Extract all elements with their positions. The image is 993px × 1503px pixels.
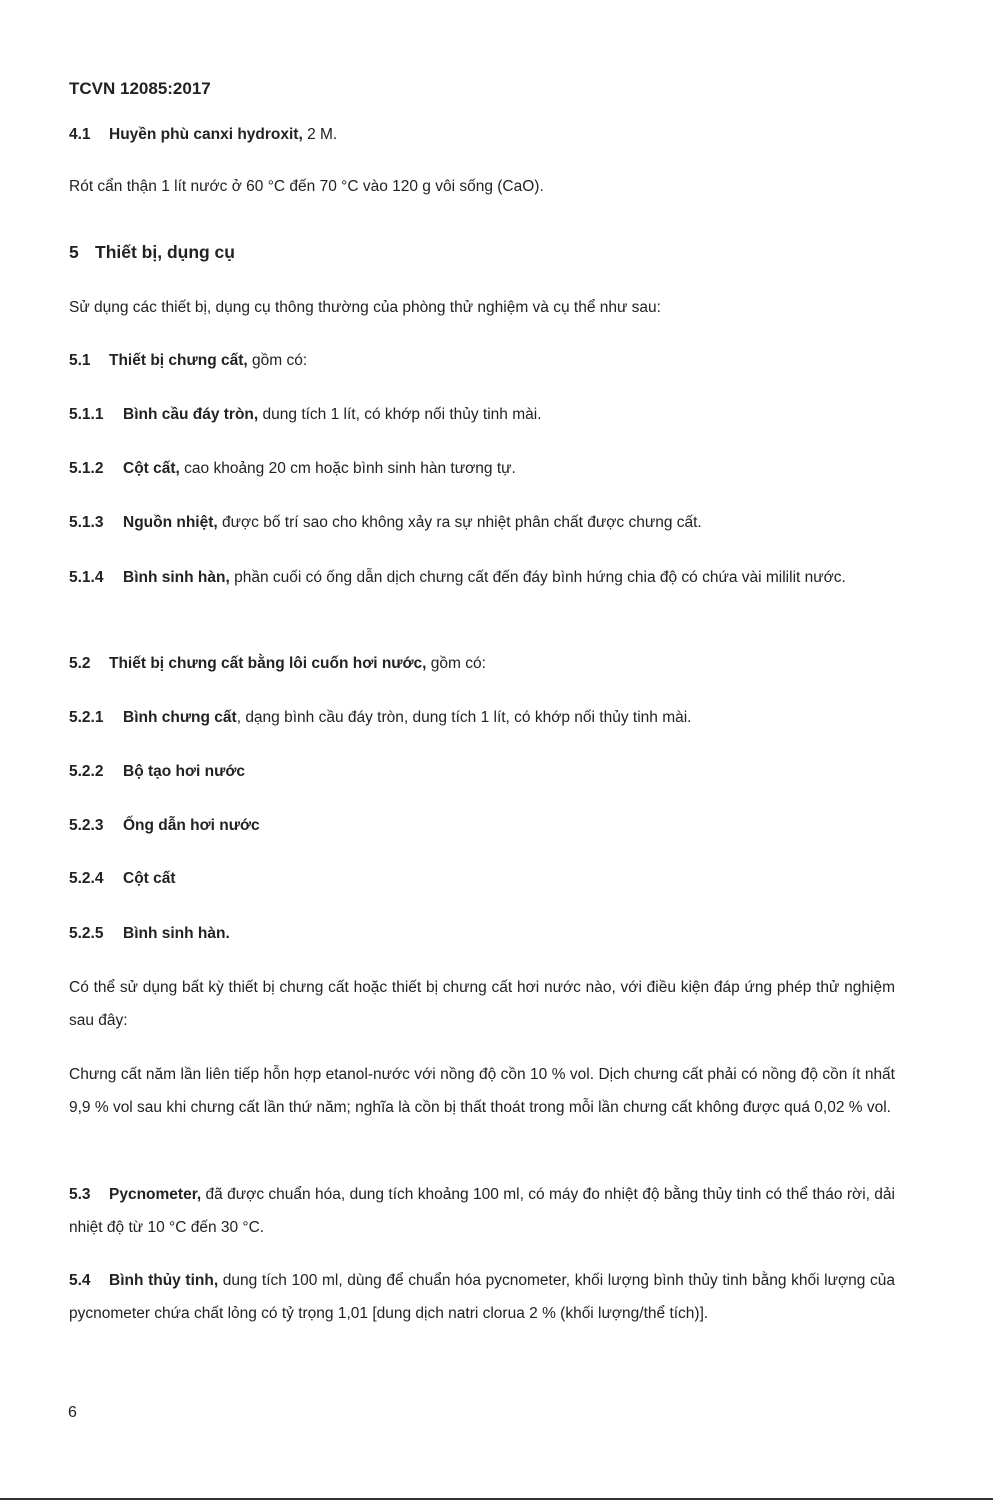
section-number: 5 bbox=[69, 242, 79, 262]
section-title: Pycnometer, bbox=[109, 1186, 202, 1203]
section-5-2-3 bbox=[69, 809, 895, 842]
section-text: , dạng bình cầu đáy tròn, dung tích 1 lít, có khớp nối thủy tinh mài. bbox=[236, 709, 692, 726]
section-5-2-2 bbox=[69, 755, 895, 788]
section-text: cao khoảng 20 cm hoặc bình sinh hàn tương tự. bbox=[179, 460, 516, 477]
section-number: 4.1 bbox=[69, 126, 91, 143]
paragraph-distillation-test: Chưng cất năm lần liên tiếp hỗn hợp etanol-nước với nồng độ cồn 10 % vol. Dịch chưng cất phải có nồng độ cồn ít nhất 9,9 % vol sau khi chưng cất lần thứ năm; nghĩa là cồn bị thất thoát trong mỗi lần chưng cất không được quá 0,02 % vol. bbox=[69, 1066, 895, 1116]
document-header: TCVN 12085:2017 bbox=[69, 79, 211, 98]
section-5-2 bbox=[69, 647, 895, 680]
section-4-1 bbox=[69, 118, 895, 151]
section-text: gồm có: bbox=[426, 655, 486, 672]
section-title: Bình sinh hàn, bbox=[123, 569, 230, 586]
section-title: Huyền phù canxi hydroxit, bbox=[109, 126, 303, 143]
section-number: 5.2.3 bbox=[69, 817, 104, 834]
section-5-1 bbox=[69, 344, 895, 377]
section-title: Bình thủy tinh, bbox=[109, 1272, 219, 1289]
section-number: 5.1.1 bbox=[69, 406, 104, 423]
scan-edge-line bbox=[0, 1498, 993, 1500]
section-5-2-4 bbox=[69, 862, 895, 895]
section-title: Bộ tạo hơi nước bbox=[123, 763, 245, 780]
paragraph-equipment-condition: Có thể sử dụng bất kỳ thiết bị chưng cất hoặc thiết bị chưng cất hơi nước nào, với điều kiện đáp ứng phép thử nghiệm sau đây: bbox=[69, 979, 895, 1029]
section-number: 5.1.4 bbox=[69, 569, 104, 586]
section-title: Thiết bị chưng cất bằng lôi cuốn hơi nước, bbox=[109, 655, 427, 672]
section-number: 5.2.4 bbox=[69, 870, 104, 887]
section-5-1-3 bbox=[69, 506, 895, 539]
section-title: Thiết bị, dụng cụ bbox=[95, 242, 235, 262]
section-number: 5.1 bbox=[69, 352, 91, 369]
section-title: Nguồn nhiệt, bbox=[123, 514, 218, 531]
section-text: gồm có: bbox=[247, 352, 308, 369]
section-text: dung tích 100 ml, dùng để chuẩn hóa pycnometer, khối lượng bình thủy tinh bằng khối lượng của pycnometer chứa chất lỏng có tỷ trọng 1,01 [dung dịch natri clorua 2 % (khối lượng/thể tích)]. bbox=[69, 1272, 896, 1322]
section-number: 5.1.3 bbox=[69, 514, 104, 531]
section-number: 5.3 bbox=[69, 1186, 91, 1203]
section-title: Bình chưng cất bbox=[123, 709, 237, 726]
section-text: phần cuối có ống dẫn dịch chưng cất đến đáy bình hứng chia độ có chứa vài mililit nước. bbox=[229, 569, 846, 586]
section-text: được bố trí sao cho không xảy ra sự nhiệt phân chất được chưng cất. bbox=[217, 514, 702, 531]
section-title: Thiết bị chưng cất, bbox=[109, 352, 248, 369]
section-5-4 bbox=[69, 1264, 895, 1330]
section-title: Cột cất, bbox=[123, 460, 180, 477]
section-title: Ống dẫn hơi nước bbox=[123, 817, 260, 834]
section-number: 5.2 bbox=[69, 655, 91, 672]
section-text: dung tích 1 lít, có khớp nối thủy tinh mài. bbox=[258, 406, 542, 423]
section-5-2-1 bbox=[69, 701, 895, 734]
section-5-1-4 bbox=[69, 561, 895, 594]
section-number: 5.4 bbox=[69, 1272, 91, 1289]
section-number: 5.2.5 bbox=[69, 925, 104, 942]
section-5-3 bbox=[69, 1178, 895, 1244]
section-number: 5.2.2 bbox=[69, 763, 104, 780]
section-title: Bình sinh hàn. bbox=[123, 925, 230, 942]
section-title: Cột cất bbox=[123, 870, 176, 887]
page-number: 6 bbox=[68, 1404, 77, 1421]
paragraph-4-1: Rót cẩn thận 1 lít nước ở 60 °C đến 70 °C vào 120 g vôi sống (CaO). bbox=[69, 178, 544, 195]
section-number: 5.2.1 bbox=[69, 709, 104, 726]
section-5-1-2 bbox=[69, 452, 895, 485]
section-5-heading bbox=[69, 236, 895, 269]
section-title: Bình cầu đáy tròn, bbox=[123, 406, 259, 423]
section-number: 5.1.2 bbox=[69, 460, 104, 477]
section-5-2-5 bbox=[69, 917, 895, 950]
section-text: 2 M. bbox=[302, 126, 338, 143]
section-text: đã được chuẩn hóa, dung tích khoảng 100 ml, có máy đo nhiệt độ bằng thủy tinh có thể tháo rời, dải nhiệt độ từ 10 °C đến 30 °C. bbox=[69, 1186, 895, 1236]
section-5-1-1 bbox=[69, 398, 895, 431]
paragraph-5-intro: Sử dụng các thiết bị, dụng cụ thông thường của phòng thử nghiệm và cụ thể như sau: bbox=[69, 299, 661, 316]
